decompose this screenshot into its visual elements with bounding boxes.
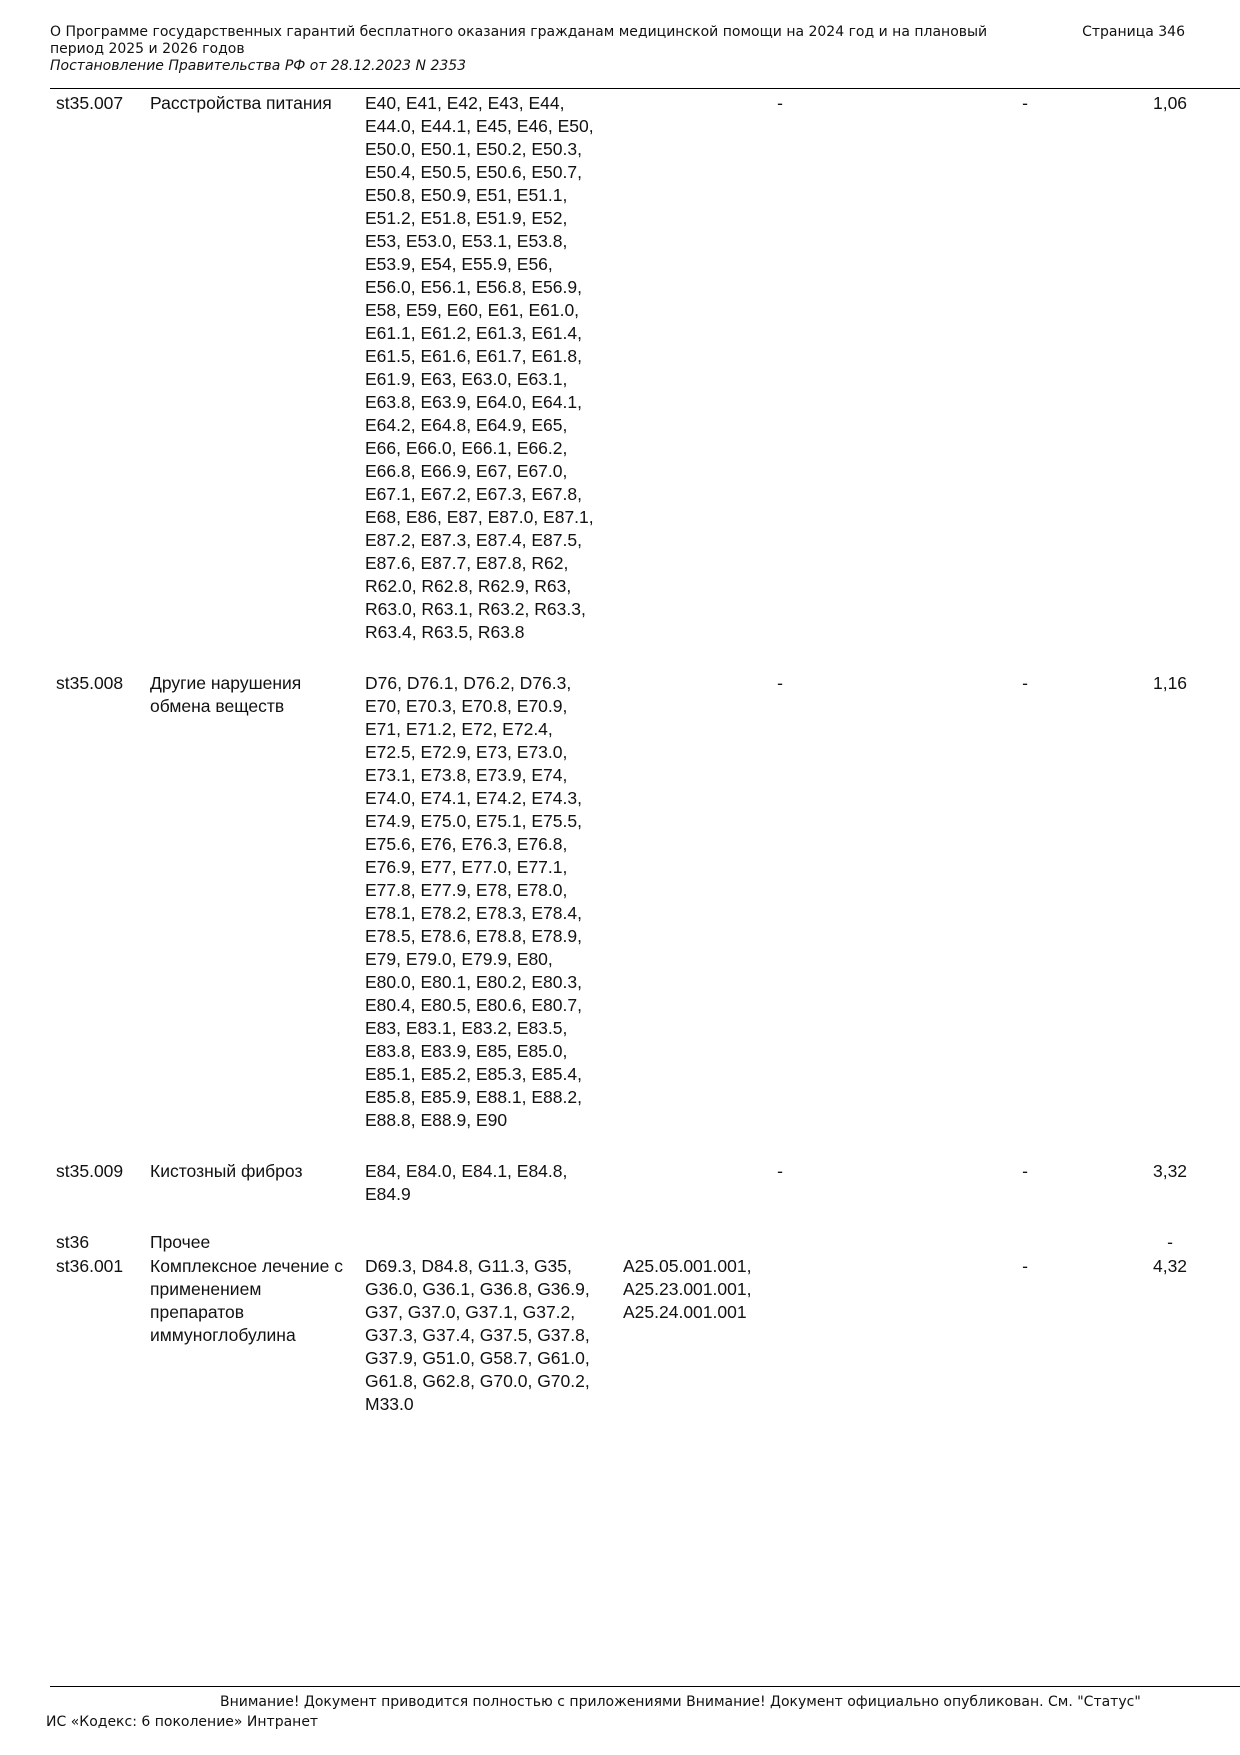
row-coefficient: 1,06 bbox=[1152, 93, 1188, 113]
row-services: - bbox=[777, 673, 783, 693]
icd-line: E66, E66.0, E66.1, E66.2, bbox=[365, 438, 568, 458]
row-icd-codes bbox=[365, 1255, 620, 1416]
icd-line: E83, E83.1, E83.2, E83.5, bbox=[365, 1018, 568, 1038]
icd-line: R63.0, R63.1, R63.2, R63.3, bbox=[365, 599, 586, 619]
icd-line: E74.0, E74.1, E74.2, E74.3, bbox=[365, 788, 582, 808]
row-icd-codes bbox=[365, 672, 620, 1132]
icd-line: E87.2, E87.3, E87.4, E87.5, bbox=[365, 530, 582, 550]
document-subtitle: Постановление Правительства РФ от 28.12.2023 N 2353 bbox=[50, 58, 467, 74]
icd-line: E78.1, E78.2, E78.3, E78.4, bbox=[365, 903, 582, 923]
icd-line: E77.8, E77.9, E78, E78.0, bbox=[365, 880, 568, 900]
icd-line: E74.9, E75.0, E75.1, E75.5, bbox=[365, 811, 582, 831]
row-extra: - bbox=[1022, 673, 1028, 693]
table-row bbox=[50, 92, 1188, 672]
footer-divider bbox=[50, 1686, 1240, 1687]
document-title: О Программе государственных гарантий бесплатного оказания гражданам медицинской помощи на 2024 год и на плановый период 2025 и 2026 годов bbox=[50, 24, 988, 57]
table-section-row bbox=[50, 1231, 1180, 1255]
section-name: Прочее bbox=[150, 1232, 211, 1252]
icd-line: E44.0, E44.1, E45, E46, E50, bbox=[365, 116, 594, 136]
icd-line: E85.8, E85.9, E88.1, E88.2, bbox=[365, 1087, 582, 1107]
row-name: Комплексное лечение с применением препаратов иммуноглобулина bbox=[150, 1256, 343, 1345]
icd-line: E50.8, E50.9, E51, E51.1, bbox=[365, 185, 568, 205]
icd-line: E50.4, E50.5, E50.6, E50.7, bbox=[365, 162, 582, 182]
row-icd-codes bbox=[365, 1160, 620, 1206]
row-icd-codes bbox=[365, 92, 620, 644]
icd-line: G37.3, G37.4, G37.5, G37.8, bbox=[365, 1325, 590, 1345]
icd-line: E63.8, E63.9, E64.0, E64.1, bbox=[365, 392, 582, 412]
icd-line: R63.4, R63.5, R63.8 bbox=[365, 622, 525, 642]
icd-line: E79, E79.0, E79.9, E80, bbox=[365, 949, 553, 969]
section-code: st36 bbox=[56, 1232, 90, 1252]
icd-line: E67.1, E67.2, E67.3, E67.8, bbox=[365, 484, 582, 504]
tariff-table bbox=[50, 92, 1188, 1425]
icd-line: E71, E71.2, E72, E72.4, bbox=[365, 719, 553, 739]
row-services: - bbox=[777, 1161, 783, 1181]
icd-line: E73.1, E73.8, E73.9, E74, bbox=[365, 765, 568, 785]
table-row bbox=[50, 1160, 1188, 1231]
row-code: st36.001 bbox=[56, 1256, 124, 1276]
icd-line: E58, E59, E60, E61, E61.0, bbox=[365, 300, 580, 320]
icd-line: E64.2, E64.8, E64.9, E65, bbox=[365, 415, 568, 435]
row-services: - bbox=[777, 93, 783, 113]
row-code: st35.007 bbox=[56, 93, 124, 113]
icd-line: G37.9, G51.0, G58.7, G61.0, bbox=[365, 1348, 590, 1368]
icd-line: D69.3, D84.8, G11.3, G35, bbox=[365, 1256, 572, 1276]
row-coefficient: 1,16 bbox=[1152, 673, 1188, 693]
header-divider bbox=[50, 88, 1240, 89]
icd-line: G36.0, G36.1, G36.8, G36.9, bbox=[365, 1279, 590, 1299]
icd-line: E53.9, E54, E55.9, E56, bbox=[365, 254, 553, 274]
icd-line: E78.5, E78.6, E78.8, E78.9, bbox=[365, 926, 582, 946]
icd-line: E56.0, E56.1, E56.8, E56.9, bbox=[365, 277, 582, 297]
icd-line: E70, E70.3, E70.8, E70.9, bbox=[365, 696, 568, 716]
icd-line: E50.0, E50.1, E50.2, E50.3, bbox=[365, 139, 582, 159]
icd-line: E40, E41, E42, E43, E44, bbox=[365, 93, 565, 113]
icd-line: E72.5, E72.9, E73, E73.0, bbox=[365, 742, 568, 762]
icd-line: E75.6, E76, E76.3, E76.8, bbox=[365, 834, 568, 854]
icd-line: G37, G37.0, G37.1, G37.2, bbox=[365, 1302, 576, 1322]
icd-line: E87.6, E87.7, E87.8, R62, bbox=[365, 553, 569, 573]
page-number: Страница 346 bbox=[1082, 24, 1185, 40]
icd-line: E83.8, E83.9, E85, E85.0, bbox=[365, 1041, 568, 1061]
icd-line: E84.9 bbox=[365, 1184, 411, 1204]
page-header bbox=[50, 24, 1185, 75]
icd-line: G61.8, G62.8, G70.0, G70.2, bbox=[365, 1371, 590, 1391]
icd-line: E61.5, E61.6, E61.7, E61.8, bbox=[365, 346, 582, 366]
icd-line: E85.1, E85.2, E85.3, E85.4, bbox=[365, 1064, 582, 1084]
row-code: st35.008 bbox=[56, 673, 124, 693]
row-services: A25.05.001.001, A25.23.001.001, A25.24.001.001 bbox=[623, 1256, 752, 1322]
row-coefficient: 4,32 bbox=[1152, 1256, 1188, 1276]
row-extra: - bbox=[1022, 93, 1028, 113]
row-name: Кистозный фиброз bbox=[150, 1161, 303, 1181]
footer-notice: Внимание! Документ приводится полностью с приложениями Внимание! Документ официально опубликован. См. "Статус" bbox=[220, 1694, 1141, 1710]
icd-line: E68, E86, E87, E87.0, E87.1, bbox=[365, 507, 594, 527]
footer-system-name: ИС «Кодекс: 6 поколение» Интранет bbox=[46, 1714, 319, 1730]
row-extra: - bbox=[1022, 1161, 1028, 1181]
icd-line: E51.2, E51.8, E51.9, E52, bbox=[365, 208, 568, 228]
icd-line: R62.0, R62.8, R62.9, R63, bbox=[365, 576, 572, 596]
icd-line: E88.8, E88.9, E90 bbox=[365, 1110, 508, 1130]
icd-line: E84, E84.0, E84.1, E84.8, bbox=[365, 1161, 568, 1181]
row-coefficient: 3,32 bbox=[1152, 1161, 1188, 1181]
row-name: Другие нарушения обмена веществ bbox=[150, 673, 302, 716]
section-coefficient: - bbox=[1167, 1232, 1173, 1252]
icd-line: E61.1, E61.2, E61.3, E61.4, bbox=[365, 323, 582, 343]
icd-line: E66.8, E66.9, E67, E67.0, bbox=[365, 461, 568, 481]
icd-line: E53, E53.0, E53.1, E53.8, bbox=[365, 231, 568, 251]
icd-line: E61.9, E63, E63.0, E63.1, bbox=[365, 369, 568, 389]
row-extra: - bbox=[1022, 1256, 1028, 1276]
icd-line: E80.0, E80.1, E80.2, E80.3, bbox=[365, 972, 582, 992]
row-code: st35.009 bbox=[56, 1161, 124, 1181]
row-name: Расстройства питания bbox=[150, 93, 332, 113]
icd-line: E80.4, E80.5, E80.6, E80.7, bbox=[365, 995, 582, 1015]
icd-line: M33.0 bbox=[365, 1394, 414, 1414]
table-row bbox=[50, 672, 1188, 1160]
icd-line: E76.9, E77, E77.0, E77.1, bbox=[365, 857, 568, 877]
icd-line: D76, D76.1, D76.2, D76.3, bbox=[365, 673, 572, 693]
table-row bbox=[50, 1255, 1188, 1425]
